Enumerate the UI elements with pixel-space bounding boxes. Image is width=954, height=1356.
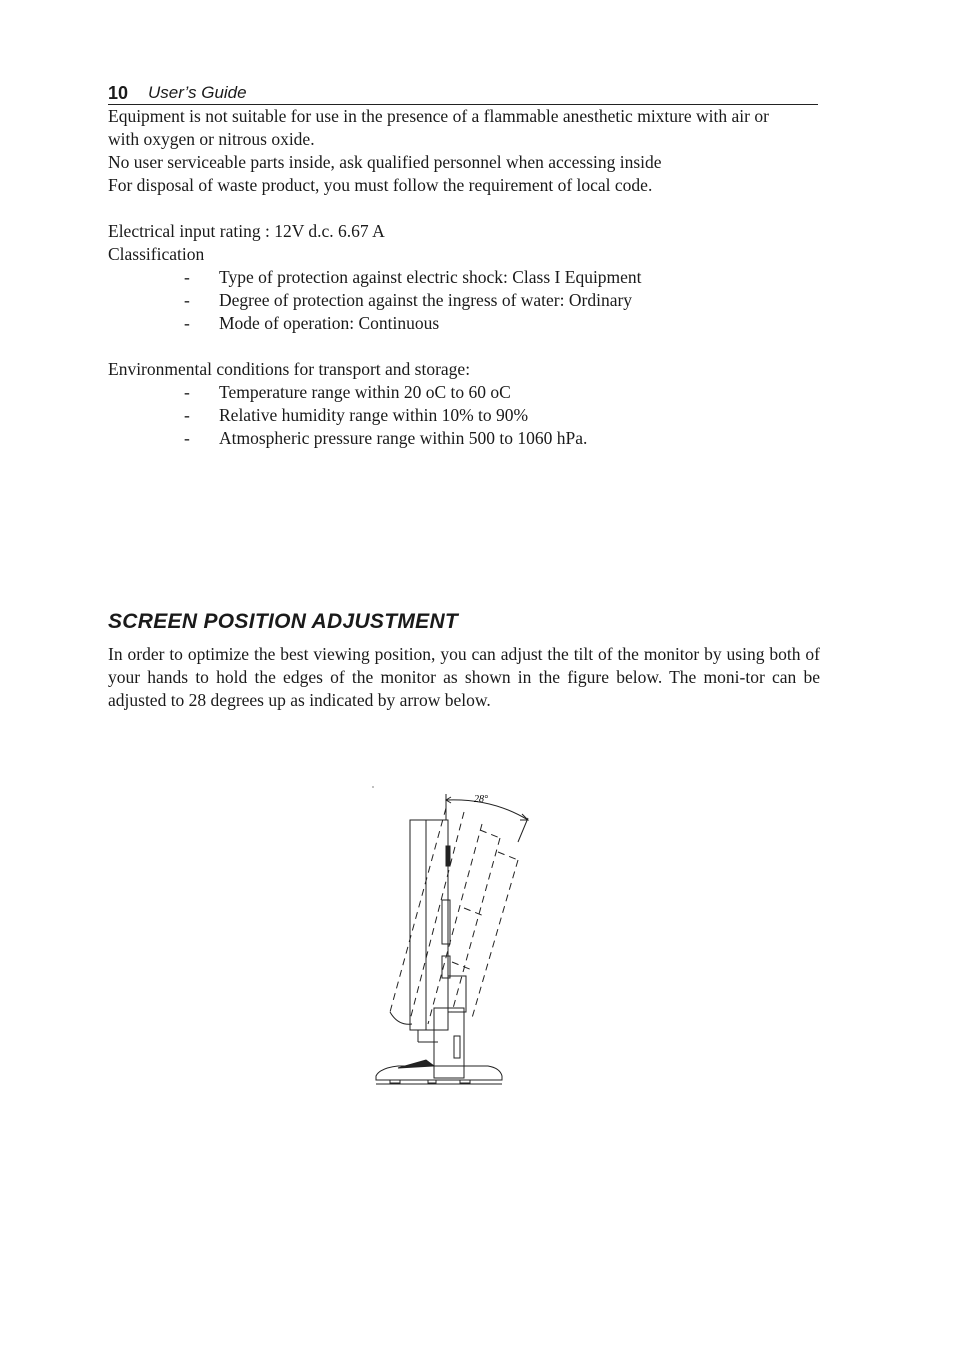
- environment-heading: Environmental conditions for transport and storage:: [108, 359, 471, 379]
- monitor-tilt-figure: [368, 780, 538, 1090]
- environment-item: Temperature range within 20 oC to 60 oC: [219, 382, 511, 402]
- environment-item: Atmospheric pressure range within 500 to 1060 hPa.: [219, 428, 588, 448]
- bullet-marker: -: [184, 313, 190, 333]
- safety-line: with oxygen or nitrous oxide.: [108, 129, 315, 149]
- page-header: [108, 82, 818, 105]
- document-title: User’s Guide: [148, 83, 247, 102]
- classification-heading: Classification: [108, 244, 205, 264]
- classification-item: Type of protection against electric shock: Class I Equipment: [219, 267, 642, 287]
- bullet-marker: -: [184, 405, 190, 425]
- section-title: SCREEN POSITION ADJUSTMENT: [108, 610, 459, 633]
- safety-line: For disposal of waste product, you must follow the requirement of local code.: [108, 175, 653, 195]
- bullet-marker: -: [184, 382, 190, 402]
- bullet-marker: -: [184, 267, 190, 287]
- page-number: 10: [108, 83, 129, 103]
- environment-item: Relative humidity range within 10% to 90%: [219, 405, 529, 425]
- monitor-tilt-illustration: [368, 780, 538, 1090]
- bullet-marker: -: [184, 290, 190, 310]
- classification-item: Mode of operation: Continuous: [219, 313, 440, 333]
- electrical-rating: Electrical input rating : 12V d.c. 6.67 A: [108, 221, 385, 241]
- section-paragraph: In order to optimize the best viewing position, you can adjust the tilt of the monitor by using both of your hands to hold the edges of the monitor as shown in the figure below. The moni-tor can be adjusted to 28 degrees up as indicated by arrow below.: [108, 644, 820, 710]
- safety-line: No user serviceable parts inside, ask qualified personnel when accessing inside: [108, 152, 662, 172]
- safety-line: Equipment is not suitable for use in the presence of a flammable anesthetic mixture with air or: [108, 106, 769, 126]
- angle-label: 28°: [474, 794, 488, 805]
- classification-item: Degree of protection against the ingress of water: Ordinary: [219, 290, 633, 310]
- bullet-marker: -: [184, 428, 190, 448]
